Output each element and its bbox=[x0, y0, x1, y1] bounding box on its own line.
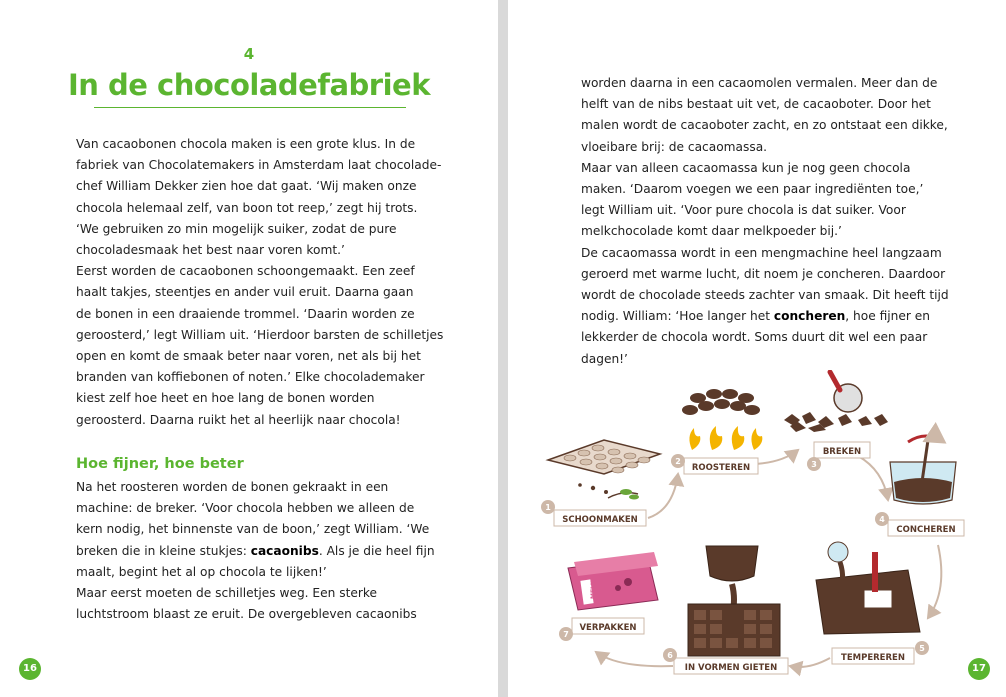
svg-text:7: 7 bbox=[563, 630, 569, 639]
step-label-1 bbox=[541, 500, 646, 526]
step-7-illustration bbox=[568, 552, 658, 610]
arrow-5-6 bbox=[790, 658, 830, 667]
step-6-illustration bbox=[688, 546, 780, 656]
arrow-6-7 bbox=[596, 652, 673, 666]
svg-text:5: 5 bbox=[919, 644, 925, 653]
text-line: malen wordt de cacaoboter zacht, en zo ontstaat een dikke, bbox=[581, 118, 948, 133]
text-line: dagen!’ bbox=[581, 351, 628, 366]
svg-text:CONCHEREN: CONCHEREN bbox=[896, 525, 956, 535]
step-label-4 bbox=[875, 512, 964, 536]
section-heading: Hoe fijner, hoe beter bbox=[76, 456, 244, 472]
svg-text:SCHOONMAKEN: SCHOONMAKEN bbox=[562, 515, 638, 525]
text-line: ‘We gebruiken zo min mogelijk suiker, zodat de pure bbox=[76, 221, 397, 236]
page-number-left: 16 bbox=[19, 658, 41, 680]
text-line: Eerst worden de cacaobonen schoongemaakt. Een zeef bbox=[76, 264, 415, 279]
text-line: Van cacaobonen chocola maken is een grote klus. In de bbox=[76, 137, 416, 151]
chocolate-process-diagram bbox=[508, 370, 1006, 697]
left-page bbox=[0, 0, 498, 697]
svg-text:BREKEN: BREKEN bbox=[822, 447, 862, 457]
text-line: maken. ‘Daarom voegen we een paar ingrediënten toe,’ bbox=[581, 182, 924, 197]
svg-text:VERPAKKEN: VERPAKKEN bbox=[579, 623, 637, 633]
step-label-5 bbox=[832, 641, 929, 664]
svg-text:3: 3 bbox=[811, 460, 817, 469]
text-line: chocoladesmaak het best naar voren komt.’ bbox=[76, 243, 345, 258]
text-line: vloeibare brij: de cacaomassa. bbox=[581, 139, 768, 154]
svg-text:TEMPEREREN: TEMPEREREN bbox=[841, 653, 905, 663]
text-run: . Als je die heel fijn bbox=[318, 543, 435, 558]
text-line: chocola helemaal zelf, van boon tot reep,’ zegt hij trots. bbox=[76, 200, 418, 215]
page-number-right: 17 bbox=[968, 658, 990, 680]
text-line: machine: de breker. ‘Voor chocola hebben we alleen de bbox=[76, 501, 415, 516]
step-label-7 bbox=[559, 618, 644, 641]
step-5-illustration bbox=[816, 542, 920, 634]
wrapper-label: MELK bbox=[590, 580, 597, 599]
step-4-illustration bbox=[890, 436, 956, 504]
text-line: wordt de chocolade steeds zachter van smaak. Dit heeft tijd bbox=[581, 288, 949, 303]
text-line bbox=[581, 306, 949, 327]
text-line: fabriek van Chocolatemakers in Amsterdam laat chocolade- bbox=[76, 158, 442, 173]
text-line: legt William uit. ‘Voor pure chocola is dat suiker. Voor bbox=[581, 203, 906, 218]
chapter-title: In de chocoladefabriek bbox=[67, 68, 430, 102]
arrow-2-3 bbox=[756, 450, 798, 464]
text-line: Maar eerst moeten de schilletjes weg. Een sterke bbox=[76, 586, 377, 601]
svg-text:6: 6 bbox=[667, 651, 673, 660]
svg-text:IN VORMEN GIETEN: IN VORMEN GIETEN bbox=[684, 663, 778, 673]
text-line: geroosterd,’ legt William uit. ‘Hierdoor barsten de schilletjes bbox=[76, 327, 444, 342]
text-line: open en komt de smaak beter naar voren, net als bij het bbox=[76, 349, 421, 364]
step-2-illustration bbox=[682, 389, 762, 450]
keyword-concheren: concheren bbox=[773, 309, 846, 324]
svg-text:2: 2 bbox=[675, 457, 681, 466]
arrow-3-4 bbox=[858, 456, 888, 500]
step-label-2 bbox=[671, 454, 758, 474]
text-line: Na het roosteren worden de bonen gekraakt in een bbox=[76, 480, 389, 494]
step-label-3 bbox=[807, 442, 870, 471]
text-line: luchtstroom blaast ze eruit. De overgebleven cacaonibs bbox=[76, 607, 417, 622]
section-paragraph bbox=[76, 477, 435, 625]
text-line: geroerd met warme lucht, dit noem je concheren. Daardoor bbox=[581, 266, 946, 281]
chapter-number: 4 bbox=[243, 45, 255, 63]
svg-text:4: 4 bbox=[879, 515, 885, 524]
svg-text:1: 1 bbox=[545, 503, 551, 512]
step-3-illustration bbox=[784, 372, 888, 432]
text-line: helft van de nibs bestaat uit vet, de cacaoboter. Door het bbox=[581, 97, 931, 112]
text-run: breken die in kleine stukjes: bbox=[76, 543, 251, 558]
text-line: geroosterd. Daarna ruikt het al heerlijk naar chocola! bbox=[76, 412, 401, 427]
text-line: De cacaomassa wordt in een mengmachine heel langzaam bbox=[581, 245, 942, 260]
text-run: nodig. William: ‘Hoe langer het bbox=[581, 309, 774, 324]
svg-text:ROOSTEREN: ROOSTEREN bbox=[691, 463, 751, 473]
continued-paragraph bbox=[581, 73, 949, 370]
text-line: maalt, begint het al op chocola te lijken!’ bbox=[76, 564, 327, 579]
text-line: kern nodig, het binnenste van de boon,’ zegt William. ‘We bbox=[76, 522, 430, 537]
text-line: haalt takjes, steentjes en ander vuil eruit. Daarna gaan bbox=[76, 285, 414, 300]
arrow-4-5 bbox=[928, 545, 941, 618]
text-line: chef William Dekker zien hoe dat gaat. ‘Wij maken onze bbox=[76, 179, 417, 194]
text-line: Maar van alleen cacaomassa kun je nog geen chocola bbox=[581, 160, 911, 175]
text-line: branden van koffiebonen of noten.’ Elke chocolademaker bbox=[76, 370, 425, 385]
text-line bbox=[76, 541, 435, 562]
text-line: de bonen in een draaiende trommel. ‘Daarin worden ze bbox=[76, 306, 415, 321]
step-1-illustration bbox=[548, 440, 660, 500]
title-underline bbox=[94, 107, 406, 108]
arrow-1-2 bbox=[648, 474, 678, 518]
text-line: lekkerder de chocola wordt. Soms duurt dit wel een paar bbox=[581, 330, 928, 345]
text-line: melkchocolade komt daar melkpoeder bij.’ bbox=[581, 224, 842, 239]
text-line: kiest zelf hoe heet en hoe lang de bonen worden bbox=[76, 391, 375, 406]
text-run: , hoe fijner en bbox=[845, 309, 930, 324]
keyword-cacaonibs: cacaonibs bbox=[250, 543, 319, 558]
right-page bbox=[508, 0, 1006, 697]
text-line: worden daarna in een cacaomolen vermalen. Meer dan de bbox=[581, 76, 938, 90]
intro-paragraph bbox=[76, 134, 443, 431]
